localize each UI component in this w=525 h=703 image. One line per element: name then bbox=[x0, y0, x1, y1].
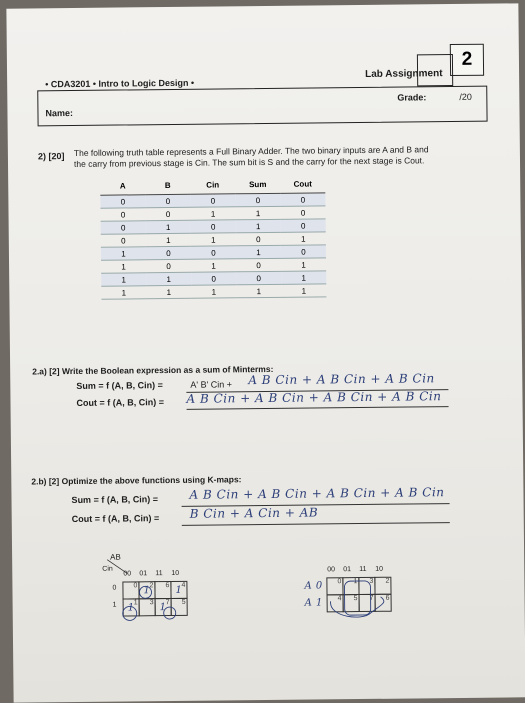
truth-table-cell: 1 bbox=[146, 272, 191, 285]
kmap-col-header: 01 bbox=[343, 566, 352, 574]
q2a-cout-handwritten: A B Cin + A B Cin + A B Cin + A B Cin bbox=[186, 389, 442, 406]
kmap-col-header: 01 bbox=[139, 570, 148, 578]
kmap-cell-mark: 1 bbox=[127, 602, 135, 614]
kmap-row-header: A 0 bbox=[304, 580, 323, 592]
truth-table-cell: 0 bbox=[235, 193, 280, 206]
kmap-col-header: 11 bbox=[155, 570, 163, 578]
assignment-number: 2 bbox=[450, 44, 484, 76]
truth-table-cell: 0 bbox=[191, 246, 236, 259]
question-line-1: The following truth table represents a Full Binary Adder. The two binary inputs are A and B and bbox=[73, 144, 429, 159]
kmap-cell-index: 0 bbox=[337, 578, 342, 586]
truth-table-cell: 1 bbox=[191, 233, 236, 246]
truth-table-cell: 0 bbox=[101, 221, 146, 234]
kmap-row-header: 0 bbox=[112, 584, 117, 592]
kmap-cell-index: 4 bbox=[337, 595, 342, 603]
truth-table-cell: 1 bbox=[101, 260, 146, 273]
question-number: 2) [20] bbox=[37, 151, 65, 162]
truth-table-cell: 1 bbox=[101, 247, 146, 260]
truth-table-cell: 0 bbox=[145, 207, 190, 220]
kmap-cell-index: 2 bbox=[149, 582, 154, 590]
kmap-sum-loops bbox=[112, 575, 203, 626]
truth-table-cell: 0 bbox=[236, 232, 281, 245]
truth-table-cell: 1 bbox=[191, 285, 236, 298]
kmap-cell-index: 6 bbox=[165, 582, 170, 590]
kmap-cell-index: 1 bbox=[353, 578, 358, 586]
grade-label: Grade: bbox=[397, 92, 427, 103]
truth-table-cell: 0 bbox=[191, 272, 236, 285]
kmap-cell-index: 4 bbox=[181, 581, 186, 589]
truth-table-cell: 0 bbox=[236, 258, 281, 271]
truth-table-cell: 0 bbox=[280, 193, 325, 206]
q2b-cout-handwritten: B Cin + A Cin + AB bbox=[189, 505, 319, 521]
truth-table-cell: 1 bbox=[191, 259, 236, 272]
truth-table-cell: 1 bbox=[146, 220, 191, 233]
kmap-cell-index: 6 bbox=[385, 594, 390, 602]
truth-table-cell: 1 bbox=[236, 245, 281, 258]
kmap-cell-index: 3 bbox=[369, 577, 374, 585]
truth-table-cell: 1 bbox=[146, 285, 191, 298]
kmap-cell-index: 2 bbox=[385, 577, 390, 585]
truth-table-cell: 0 bbox=[281, 245, 326, 258]
grade-total: /20 bbox=[459, 91, 472, 102]
truth-table-cell: 1 bbox=[281, 284, 326, 297]
name-label: Name: bbox=[45, 108, 74, 119]
q2a-sum-printed: A' B' Cin + bbox=[190, 379, 233, 390]
kmap-cell-index: 7 bbox=[165, 599, 170, 607]
truth-table-cell: 0 bbox=[101, 234, 146, 247]
assignment-title: Lab Assignment bbox=[365, 68, 443, 80]
kmap-cell-index: 0 bbox=[133, 582, 138, 590]
truth-table-cell: 1 bbox=[146, 233, 191, 246]
truth-table-cell: 0 bbox=[146, 259, 191, 272]
kmap-cell-index: 3 bbox=[149, 599, 154, 607]
q2b-sum-label: Sum = f (A, B, Cin) = bbox=[71, 494, 159, 506]
truth-table-cell: 1 bbox=[281, 258, 326, 271]
truth-table-cell: 0 bbox=[190, 194, 235, 207]
truth-table-row bbox=[101, 284, 326, 299]
q2b-prompt: 2.b) [2] Optimize the above functions using K-maps: bbox=[31, 474, 242, 487]
col-cout: Cout bbox=[280, 175, 325, 193]
q2a-cout-line bbox=[187, 406, 449, 410]
course-title: • CDA3201 • Intro to Logic Design • bbox=[45, 77, 195, 90]
kmap-row-header: A 1 bbox=[304, 597, 323, 609]
kmap-cell-index: 5 bbox=[181, 598, 186, 606]
truth-table-cell: 0 bbox=[236, 271, 281, 284]
truth-table-cell: 1 bbox=[101, 286, 146, 299]
kmap-col-header: 00 bbox=[327, 566, 336, 574]
q2b-sum-handwritten: A B Cin + A B Cin + A B Cin + A B Cin bbox=[189, 485, 445, 502]
truth-table-cell: 0 bbox=[191, 220, 236, 233]
kmap-cell-mark: 1 bbox=[175, 584, 182, 596]
q2a-cout-label: Cout = f (A, B, Cin) = bbox=[76, 397, 165, 408]
q2b-cout-line bbox=[182, 522, 450, 526]
truth-table-cell: 1 bbox=[281, 232, 326, 245]
truth-table-cell: 1 bbox=[236, 219, 281, 232]
question-line-2: the carry from previous stage is Cin. The sum bit is S and the carry for the next stage is Cout. bbox=[73, 155, 425, 169]
worksheet-page bbox=[6, 3, 525, 702]
kmap-cell-mark: 1 bbox=[143, 585, 150, 597]
truth-table-cell: 1 bbox=[235, 206, 280, 219]
kmap-col-header: 10 bbox=[375, 565, 384, 573]
col-a: A bbox=[100, 177, 145, 195]
truth-table-cell: 1 bbox=[101, 273, 146, 286]
truth-table-cell: 0 bbox=[280, 206, 325, 219]
kmap-sum-ab-label: AB bbox=[110, 552, 121, 562]
truth-table bbox=[100, 175, 326, 299]
col-cin: Cin bbox=[190, 176, 235, 194]
truth-table-cell: 0 bbox=[145, 194, 190, 207]
truth-table-cell: 0 bbox=[146, 246, 191, 259]
q2a-sum-label: Sum = f (A, B, Cin) = bbox=[76, 380, 163, 391]
kmap-sum-cin-label: Cin bbox=[102, 565, 113, 573]
kmap-col-header: 11 bbox=[359, 565, 367, 574]
truth-table-cell: 0 bbox=[100, 195, 145, 208]
truth-table-cell: 0 bbox=[100, 208, 145, 221]
truth-table-cell: 1 bbox=[236, 284, 281, 297]
kmap-col-header: 00 bbox=[123, 570, 132, 578]
col-b: B bbox=[145, 177, 190, 195]
kmap-cell-mark: 1 bbox=[159, 602, 167, 614]
kmap-col-header: 10 bbox=[171, 569, 180, 578]
q2a-sum-handwritten: A B Cin + A B Cin + A B Cin bbox=[248, 371, 435, 388]
kmap-cell-index: 1 bbox=[133, 599, 138, 607]
kmap-row-header: 1 bbox=[112, 601, 117, 609]
kmap-cell-index: 7 bbox=[369, 594, 374, 602]
q2b-cout-label: Cout = f (A, B, Cin) = bbox=[71, 513, 160, 525]
truth-table-cell: 1 bbox=[190, 207, 235, 220]
truth-table-cell: 0 bbox=[281, 219, 326, 232]
q2a-prompt: 2.a) [2] Write the Boolean expression as a sum of Minterms: bbox=[32, 363, 274, 377]
kmap-cell-index: 5 bbox=[353, 595, 358, 603]
kmap-cout-loops bbox=[318, 573, 399, 624]
truth-table-cell: 1 bbox=[281, 271, 326, 284]
col-sum: Sum bbox=[235, 176, 280, 194]
